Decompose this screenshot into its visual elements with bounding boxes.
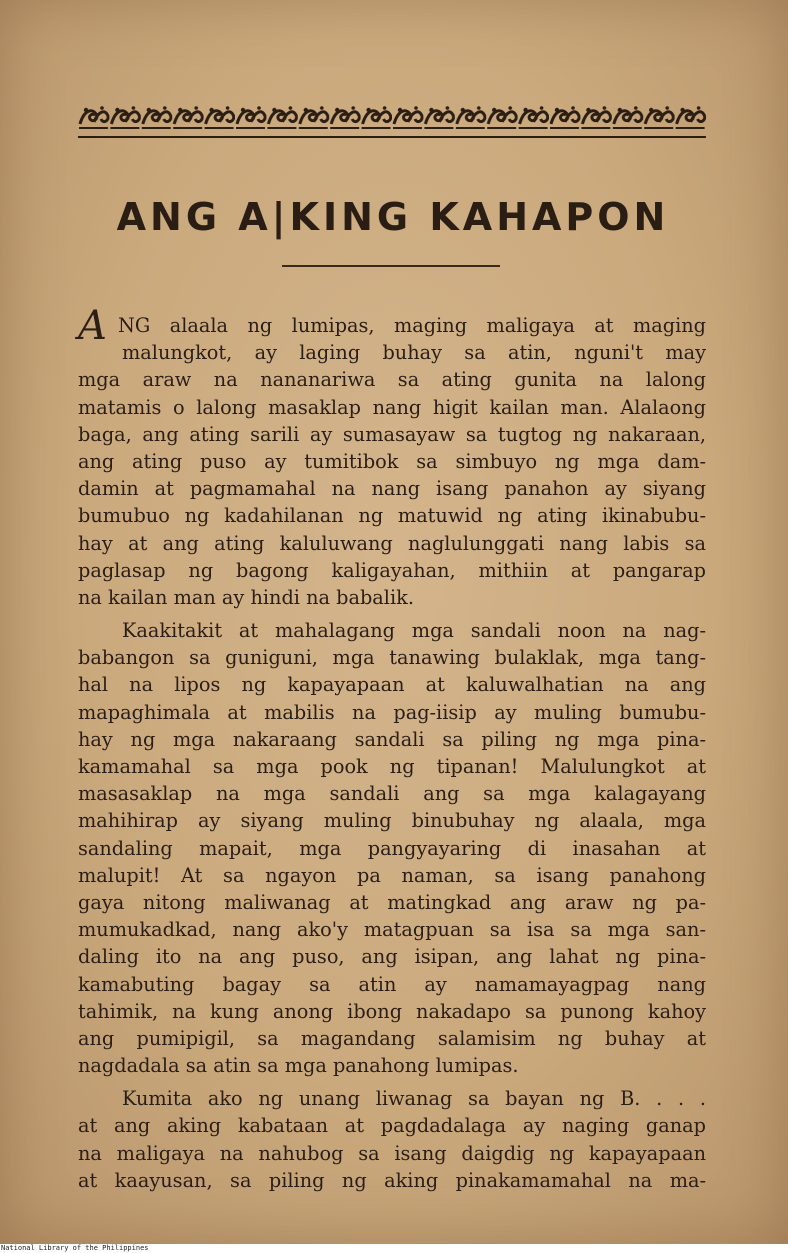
text-line: malungkot, ay laging buhay sa atin, nguni't may [122, 341, 706, 365]
text-line: mahihirap ay siyang muling binubuhay ng alaala, mga [78, 809, 706, 833]
text-line: babangon sa guniguni, mga tanawing bulaklak, mga tang- [78, 646, 706, 670]
text-line: hay at ang ating kaluluwang naglulunggati nang labis sa [78, 531, 706, 555]
paragraph-2 [78, 617, 706, 1079]
drop-cap-letter: A [78, 303, 107, 349]
text-line: ang pumipigil, sa magandang salamisim ng buhay at [78, 1026, 706, 1050]
text-line: tahimik, na kung anong ibong nakadapo sa punong kahoy [78, 999, 706, 1023]
text-line: malupit! At sa ngayon pa naman, sa isang panahong [78, 863, 706, 887]
text-line: na maligaya na nahubog sa isang daigdig ng kapayapaan [78, 1141, 706, 1165]
text-line: sandaling mapait, mga pangyayaring di inasahan at [78, 836, 706, 860]
text-line: Kaakitakit at mahalagang mga sandali noon na nag- [122, 619, 706, 643]
text-line: kamabuting bagay sa atin ay namamayagpag nang [78, 972, 706, 996]
text-line: mumukadkad, nang ako'y matagpuan sa isa sa mga san- [78, 918, 706, 942]
text-line: kamamahal sa mga pook ng tipanan! Malulungkot at [78, 755, 706, 778]
chapter-title: ANG A|KING KAHAPON [116, 195, 670, 239]
text-line: baga, ang ating sarili ay sumasayaw sa tugtog ng nakaraan, [78, 422, 706, 446]
text-line: daling ito na ang puso, ang isipan, ang lahat ng pina- [78, 945, 706, 969]
text-line: gaya nitong maliwanag at matingkad ang araw ng pa- [78, 890, 706, 914]
title-underline [282, 265, 500, 267]
text-line: matamis o lalong masaklap nang higit kailan man. Alalaong [78, 395, 706, 419]
text-line: at kaayusan, sa piling ng aking pinakamamahal na ma- [78, 1168, 706, 1192]
text-line: ang ating puso ay tumitibok sa simbuyo ng mga dam- [78, 449, 706, 473]
text-line: masasaklap na mga sandali ang sa mga kalagayang [78, 782, 706, 806]
text-line: mapaghimala at mabilis na pag-iisip ay muling bumubu- [78, 700, 706, 724]
text-line: at ang aking kabataan at pagdadalaga ay naging ganap [78, 1114, 706, 1138]
text-line: hal na lipos ng kapayapaan at kaluwalhatian na ang [78, 673, 706, 697]
body-text [78, 303, 706, 1194]
text-line: nagdadala sa atin sa mga panahong lumipas. [78, 1054, 519, 1078]
text-line: damin at pagmamahal na nang isang panahon ay siyang [78, 477, 706, 501]
text-line: paglasap ng bagong kaligayahan, mithiin at pangarap [78, 558, 706, 582]
paragraph-1 [78, 312, 706, 611]
library-credit: National Library of the Philippines [1, 1244, 149, 1252]
text-line: hay ng mga nakaraang sandali sa piling ng mga pina- [78, 727, 706, 751]
text-line: bumubuo ng kadahilanan ng matuwid ng ating ikinabubu- [78, 504, 706, 528]
text-line: Kumita ako ng unang liwanag sa bayan ng B. . . . [122, 1087, 706, 1111]
text-line: NG alaala ng lumipas, maging maligaya at maging [118, 314, 706, 337]
text-line: na kailan man ay hindi na babalik. [78, 585, 414, 609]
decorative-border-ornament [78, 102, 706, 132]
paragraph-3 [78, 1085, 706, 1194]
top-rule-line [78, 136, 706, 138]
text-line: mga araw na nananariwa sa ating gunita na lalong [78, 368, 706, 392]
